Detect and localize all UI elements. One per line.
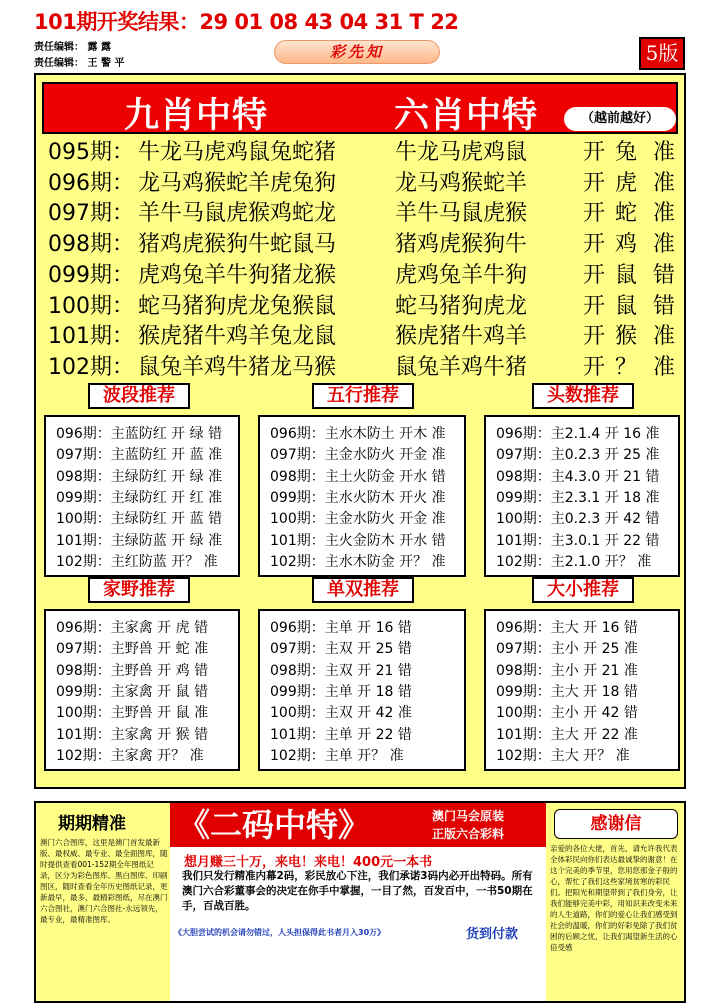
main-panel <box>34 73 686 789</box>
row-anim: 蛇 <box>615 201 638 227</box>
row-six: 猴虎猪牛鸡羊 <box>395 324 528 350</box>
row-period: 097期： <box>48 201 134 227</box>
edition-badge: 5版 <box>639 37 685 70</box>
row-period: 096期： <box>48 170 134 196</box>
row-six: 鼠兔羊鸡牛猪 <box>395 354 528 380</box>
two-code-title: 《二码中特》 <box>178 806 371 844</box>
row-period: 102期： <box>48 354 134 380</box>
section-row: 100期：主0.2.3 开 42 错 <box>496 511 660 528</box>
section-row: 097期：主蓝防红 开 蓝 准 <box>56 447 223 464</box>
section-row: 096期：主单 开 16 错 <box>270 620 412 636</box>
row-anim: 鼠 <box>615 262 638 288</box>
section-row: 098期：主小 开 21 准 <box>496 662 638 679</box>
row-kai: 开 <box>583 324 606 350</box>
row-kai: 开 <box>583 170 606 196</box>
row-period: 101期： <box>48 324 134 350</box>
section-row: 099期：主家禽 开 鼠 错 <box>56 683 209 700</box>
row-res: 准 <box>653 201 676 227</box>
row-period: 100期： <box>48 293 134 319</box>
row-kai: 开 <box>583 293 606 319</box>
row-nine: 猴虎猪牛鸡羊兔龙鼠 <box>138 324 337 350</box>
section-tab: 五行推荐 <box>312 383 414 409</box>
cash-on-delivery: 货到付款 <box>466 927 519 942</box>
section-row: 098期：主双 开 21 错 <box>270 662 412 679</box>
middle-body: 我们只发行精准内幕2码，彩民放心下注，我们承诺3码内必开出特码。所有澳门六合彩董事会的决定在你手中掌握，一目了然，百发百中，一书50期在手，百战百胜。 <box>182 870 533 912</box>
middle-column <box>170 803 546 1001</box>
row-anim: 虎 <box>615 170 638 196</box>
row-six: 龙马鸡猴蛇羊 <box>395 170 528 196</box>
section-row: 099期：主单 开 18 错 <box>270 683 412 700</box>
section-box <box>484 609 680 771</box>
row-anim: 兔 <box>615 140 638 165</box>
row-nine: 蛇马猪狗虎龙兔猴鼠 <box>138 293 337 319</box>
section-row: 097期：主金水防火 开金 准 <box>270 447 446 464</box>
section-box <box>484 415 680 577</box>
section-row: 097期：主0.2.3 开 25 准 <box>496 447 660 464</box>
section-row: 096期：主水木防土 开木 准 <box>270 426 446 442</box>
row-six: 羊牛马鼠虎猴 <box>395 201 528 227</box>
section-row: 098期：主绿防红 开 绿 准 <box>56 468 223 485</box>
row-anim: ？ <box>615 354 638 380</box>
row-six: 虎鸡兔羊牛狗 <box>395 262 528 288</box>
section-row: 098期：主土火防金 开水 错 <box>270 468 446 485</box>
row-res: 准 <box>653 140 676 165</box>
row-anim: 鸡 <box>615 232 638 258</box>
section-tab: 波段推荐 <box>88 383 190 409</box>
row-res: 准 <box>653 232 676 258</box>
row-nine: 牛龙马虎鸡鼠兔蛇猪 <box>138 140 337 165</box>
section-row: 100期：主小 开 42 错 <box>496 705 638 722</box>
left-title: 期期精准 <box>58 814 126 834</box>
section-row: 097期：主小 开 25 准 <box>496 641 638 658</box>
section-box <box>258 415 466 577</box>
section-row: 101期：主大 开 22 准 <box>496 726 638 743</box>
row-kai: 开 <box>583 262 606 288</box>
left-column <box>40 807 168 999</box>
section-row: 100期：主双 开 42 准 <box>270 705 412 722</box>
six-zodiac-title: 六肖中特 <box>394 96 539 136</box>
row-six: 蛇马猪狗虎龙 <box>395 293 528 319</box>
draw-result-numbers: 29 01 08 43 04 31 T 22 <box>199 10 459 34</box>
middle-side-text <box>432 807 504 843</box>
top-banner <box>42 82 678 134</box>
row-period: 098期： <box>48 232 134 258</box>
section-tab: 家野推荐 <box>88 577 190 603</box>
row-nine: 羊牛马鼠虎猴鸡蛇龙 <box>138 201 337 227</box>
row-res: 准 <box>653 170 676 196</box>
section-row: 101期：主3.0.1 开 22 错 <box>496 532 660 549</box>
section-row: 102期：主2.1.0 开？ 准 <box>496 553 652 570</box>
thanks-letter-title: 感谢信 <box>554 809 678 839</box>
middle-side-line-1: 澳门马会原装 <box>432 809 505 823</box>
section-row: 097期：主双 开 25 错 <box>270 641 412 658</box>
row-anim: 鼠 <box>615 293 638 319</box>
section-row: 099期：主2.3.1 开 18 准 <box>496 489 660 506</box>
middle-slogan: 想月赚三十万，来电！来电！400元一本书 <box>184 855 433 870</box>
section-row: 098期：主4.3.0 开 21 错 <box>496 468 660 485</box>
section-row: 100期：主金水防火 开金 准 <box>270 511 446 528</box>
row-nine: 猪鸡虎猴狗牛蛇鼠马 <box>138 232 337 258</box>
section-box <box>258 609 466 771</box>
row-nine: 鼠兔羊鸡牛猪龙马猴 <box>138 354 337 380</box>
editor-line-2: 责任编辑： 王 警 平 <box>34 58 125 69</box>
row-res: 准 <box>653 354 676 380</box>
row-res: 准 <box>653 324 676 350</box>
section-row: 102期：主单 开？ 准 <box>270 747 404 764</box>
row-kai: 开 <box>583 140 606 165</box>
section-row: 101期：主单 开 22 错 <box>270 726 412 743</box>
draw-result-header <box>34 6 458 36</box>
section-row: 099期：主大 开 18 错 <box>496 683 638 700</box>
section-row: 096期：主大 开 16 错 <box>496 620 638 636</box>
section-row: 102期：主家禽 开？ 准 <box>56 747 204 764</box>
row-kai: 开 <box>583 232 606 258</box>
row-six: 牛龙马虎鸡鼠 <box>395 140 528 165</box>
section-row: 096期：主家禽 开 虎 错 <box>56 620 209 636</box>
nine-zodiac-title: 九肖中特 <box>124 96 269 136</box>
row-six: 猪鸡虎猴狗牛 <box>395 232 528 258</box>
row-kai: 开 <box>583 201 606 227</box>
row-period: 099期： <box>48 262 134 288</box>
section-row: 097期：主野兽 开 蛇 准 <box>56 641 209 658</box>
section-tab: 单双推荐 <box>312 577 414 603</box>
section-row: 100期：主野兽 开 鼠 准 <box>56 705 209 722</box>
row-nine: 龙马鸡猴蛇羊虎兔狗 <box>138 170 337 196</box>
section-row: 096期：主2.1.4 开 16 准 <box>496 426 660 442</box>
middle-footnote: 《大胆尝试的机会请勿错过，人头担保得此书者月入30万》 <box>174 928 386 937</box>
section-row: 098期：主野兽 开 鸡 错 <box>56 662 209 679</box>
middle-header <box>170 803 546 847</box>
section-row: 101期：主绿防蓝 开 绿 准 <box>56 532 223 549</box>
section-row: 096期：主蓝防红 开 绿 错 <box>56 426 223 442</box>
draw-result-label: 101期开奖结果： <box>34 10 200 34</box>
section-row: 101期：主家禽 开 猴 错 <box>56 726 209 743</box>
section-row: 099期：主绿防红 开 红 准 <box>56 489 223 506</box>
row-kai: 开 <box>583 354 606 380</box>
section-box <box>44 415 240 577</box>
thanks-letter-text: 亲爱的各位大佬，首先，请允许我代表全体彩民向你们表达最诚挚的谢意！在这个完美的季节里，您用您那金子般的心，帮忙了我们这些家境贫寒的彩民们。把阳光和期望带到了我们身旁，让我们能够完美中彩，用知识来改变未来的人生道路，你们的爱心让我们感受到社会的温暖，你们的好彩免除了我们贫困的后顾之忧，让我们渴望新生活的心倍受感 <box>550 844 678 952</box>
row-res: 错 <box>653 293 676 319</box>
section-row: 102期：主水木防金 开？ 准 <box>270 553 446 570</box>
row-period: 095期： <box>48 140 134 165</box>
row-res: 错 <box>653 262 676 288</box>
section-box <box>44 609 240 771</box>
banner-note: （越前越好） <box>564 107 676 131</box>
section-tab: 大小推荐 <box>532 577 634 603</box>
row-anim: 猴 <box>615 324 638 350</box>
section-row: 102期：主红防蓝 开？ 准 <box>56 553 218 570</box>
left-text: 澳门六合图库，这里是澳门首发最新版、最权威、最专业、最全面图库，随时提供查看001-152期全年图纸记录，区分为彩色图库、黑白图库、印刷图区，随时查看全年历史图纸记录，更新最早，最多，最精彩图纸，尽在澳门六合图社，澳门六合图社-永远领先，最专业，最精准图库。 <box>40 838 168 924</box>
section-row: 101期：主火金防木 开水 错 <box>270 532 446 549</box>
section-tab: 头数推荐 <box>532 383 634 409</box>
editor-line-1: 责任编辑： 露 露 <box>34 42 111 53</box>
middle-side-line-2: 正版六合彩料 <box>432 827 505 841</box>
section-row: 100期：主绿防红 开 蓝 错 <box>56 511 223 528</box>
right-column <box>550 807 682 999</box>
brand-logo: 彩先知 <box>274 40 440 64</box>
row-nine: 虎鸡兔羊牛狗猪龙猴 <box>138 262 337 288</box>
section-row: 102期：主大 开？ 准 <box>496 747 630 764</box>
section-row: 099期：主水火防木 开火 准 <box>270 489 446 506</box>
bottom-advert-panel <box>34 801 686 1003</box>
